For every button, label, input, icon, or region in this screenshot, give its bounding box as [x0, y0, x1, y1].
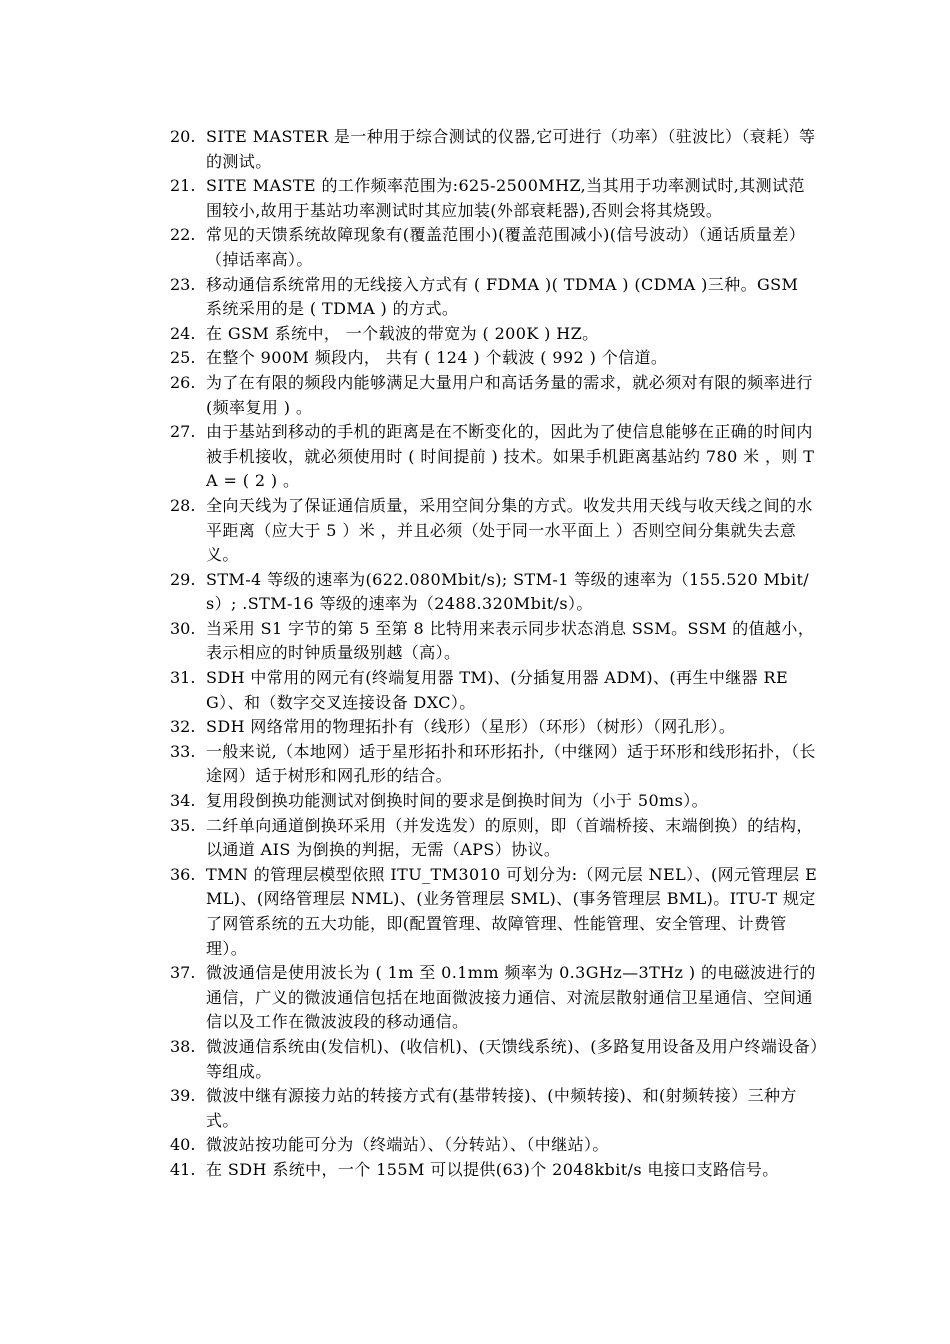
item-text: 一般来说,（本地网）适于星形拓扑和环形拓扑,（中继网）适于环形和线形拓扑，（长途网）适于树形和网孔形的结合。	[206, 741, 816, 786]
item-text: 在 SDH 系统中，一个 155M 可以提供(63)个 2048kbit/s 电接口支路信号。	[206, 1159, 779, 1179]
item-text: 为了在有限的频段内能够满足大量用户和高话务量的需求，就必须对有限的频率进行 (频率复用 ) 。	[206, 372, 813, 417]
item-text: STM-4 等级的速率为(622.080Mbit/s); STM-1 等级的速率为（155.520 Mbit/s）; .STM-16 等级的速率为（2488.320Mbit/s）。	[206, 569, 810, 614]
list-item	[170, 568, 820, 617]
item-number: 21.	[170, 176, 196, 196]
list-item	[170, 371, 820, 420]
item-text: 微波通信系统由(发信机)、(收信机)、(天馈线系统)、(多路复用设备及用户终端设备）等组成。	[206, 1036, 819, 1081]
item-number: 23.	[170, 274, 196, 294]
list-item	[170, 223, 820, 272]
item-number: 41.	[170, 1159, 196, 1179]
list-item	[170, 1133, 820, 1158]
item-number: 26.	[170, 372, 196, 392]
item-number: 25.	[170, 348, 196, 368]
list-item	[170, 174, 820, 223]
item-text: SDH 网络常用的物理拓扑有（线形）（星形）（环形）（树形）（网孔形）。	[206, 717, 736, 737]
item-number: 20.	[170, 127, 196, 146]
item-number: 33.	[170, 741, 196, 761]
list-item	[170, 273, 820, 322]
item-number: 36.	[170, 864, 196, 884]
list-item	[170, 322, 820, 347]
item-text: TMN 的管理层模型依照 ITU_TM3010 可划分为:（网元层 NEL）、(网元管理层 EML)、(网络管理层 NML)、(业务管理层 SML)、(事务管理层 BML)。ITU-T 规定了网管系统的五大功能，即(配置管理、故障管理、性能管理、安全管理、计费管理）。	[206, 864, 818, 958]
item-number: 29.	[170, 569, 196, 589]
list-item	[170, 740, 820, 789]
list-item	[170, 1084, 820, 1133]
list-item	[170, 789, 820, 814]
item-text: 当采用 S1 字节的第 5 至第 8 比特用来表示同步状态消息 SSM。SSM 的值越小，表示相应的时钟质量级别越（高）。	[206, 618, 815, 663]
item-number: 22.	[170, 225, 196, 245]
item-number: 40.	[170, 1135, 196, 1155]
item-text: SDH 中常用的网元有(终端复用器 TM)、(分插复用器 ADM)、(再生中继器 REG）、和（数字交叉连接设备 DXC）。	[206, 668, 789, 712]
item-text: 由于基站到移动的手机的距离是在不断变化的，因此为了使信息能够在正确的时间内被手机接收，就必须使用时 ( 时间提前 ) 技术。如果手机距离基站约 780 米 ，则 TA = ( 2 ) 。	[206, 422, 815, 491]
item-number: 30.	[170, 618, 196, 638]
list-item	[170, 1158, 820, 1183]
list-item	[170, 420, 820, 494]
item-text: 二纤单向通道倒换环采用（并发选发）的原则，即（首端桥接、末端倒换）的结构，以通道 AIS 为倒换的判据，无需（APS）协议。	[206, 815, 813, 860]
item-text: 微波中继有源接力站的转接方式有(基带转接)、(中频转接)、和(射频转接）三种方式。	[206, 1086, 797, 1130]
item-text: 微波站按功能可分为（终端站）、（分转站）、（中继站）。	[206, 1135, 609, 1155]
list-item	[170, 494, 820, 568]
item-number: 38.	[170, 1036, 196, 1056]
item-text: 移动通信系统常用的无线接入方式有 ( FDMA )( TDMA ) (CDMA )三种。GSM 系统采用的是 ( TDMA ) 的方式。	[206, 274, 799, 319]
item-number: 35.	[170, 815, 196, 835]
item-number: 37.	[170, 963, 196, 983]
question-list	[170, 125, 820, 1183]
item-number: 34.	[170, 791, 196, 811]
item-text: 全向天线为了保证通信质量，采用空间分集的方式。收发共用天线与收天线之间的水平距离（应大于 5 ）米 ，并且必须（处于同一水平面上 ）否则空间分集就失去意义。	[206, 495, 813, 565]
list-item	[170, 617, 820, 666]
list-item	[170, 961, 820, 1035]
list-item	[170, 346, 820, 371]
item-number: 39.	[170, 1086, 196, 1106]
item-number: 32.	[170, 717, 196, 737]
item-text: SITE MASTE 的工作频率范围为:625-2500MHZ,当其用于功率测试时,其测试范围较小,故用于基站功率测试时其应加装(外部衰耗器),否则会将其烧毁。	[206, 176, 805, 220]
item-text: 常见的天馈系统故障现象有(覆盖范围小)(覆盖范围减小)(信号波动）（通话质量差）（掉话率高）。	[206, 225, 806, 269]
list-item	[170, 1035, 820, 1084]
item-text: SITE MASTER 是一种用于综合测试的仪器,它可进行（功率）（驻波比）（衰耗）等的测试。	[206, 127, 816, 171]
item-text: 在整个 900M 频段内， 共有 ( 124 ) 个载波 ( 992 ) 个信道。	[206, 348, 668, 368]
item-number: 31.	[170, 668, 196, 688]
item-number: 27.	[170, 422, 196, 442]
list-item	[170, 814, 820, 863]
list-item	[170, 863, 820, 961]
list-item	[170, 125, 820, 174]
item-number: 24.	[170, 323, 196, 343]
item-text: 复用段倒换功能测试对倒换时间的要求是倒换时间为（小于 50ms）。	[206, 791, 709, 811]
item-text: 微波通信是使用波长为 ( 1m 至 0.1mm 频率为 0.3GHz—3THz ) 的电磁波进行的通信，广义的微波通信包括在地面微波接力通信、对流层散射通信卫星通信、空间通信以及工作在微波波段的移动通信。	[206, 963, 816, 1032]
list-item	[170, 666, 820, 715]
item-number: 28.	[170, 495, 196, 515]
item-text: 在 GSM 系统中， 一个载波的带宽为 ( 200K ) HZ。	[206, 323, 599, 343]
list-item	[170, 715, 820, 740]
